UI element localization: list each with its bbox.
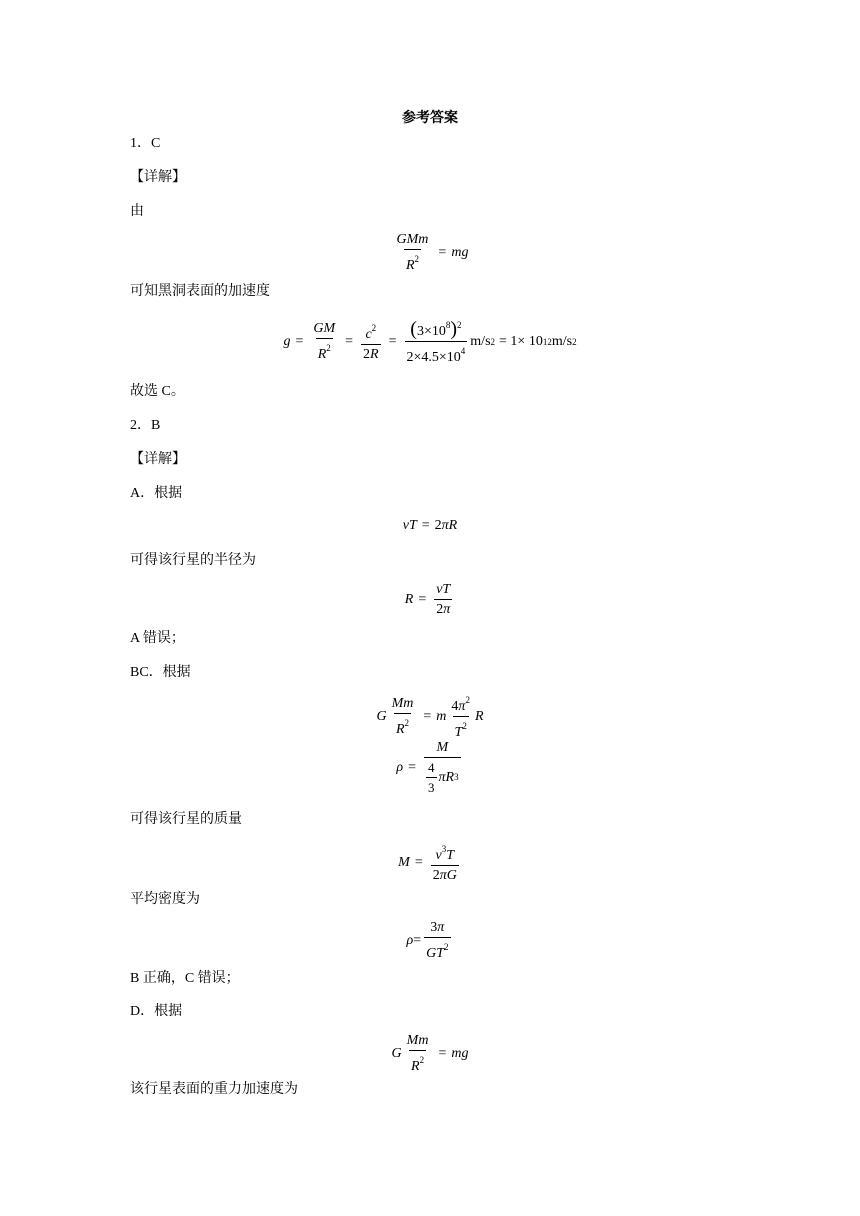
page-title: 参考答案: [402, 111, 458, 126]
q1-detail-heading: 【详解】: [130, 170, 186, 185]
q1-equation-2: g = $\frac{GM}{R^2}$ = $\frac{c^2}{2R}$ = $\frac{(3\times 10^8)^2}{2\times 4.5\times 10^4}$ m/s 2 = 1× 10 12 m/s 2: [283, 318, 577, 365]
q2-gravity-text: 该行星表面的重力加速度为: [130, 1082, 298, 1097]
q2-radius-text: 可得该行星的半径为: [130, 553, 256, 568]
q1-result: = 1× 10: [499, 333, 543, 349]
q1-equation-1: $\frac{\text{GMm}}{R^2}$ = mg: [396, 232, 469, 273]
q2-equation-density-def: ρ = M $\frac{4}{3}$ π R 3: [396, 740, 459, 795]
q2-equation-vt: vT = 2 π R: [402, 518, 458, 533]
q1-result-exponent: 12: [542, 336, 552, 347]
q2-bc-label: BC．根据: [130, 665, 191, 680]
q2-equation-radius: R = $\frac{vT}{2\pi}$: [404, 582, 451, 617]
q2-detail-heading: 【详解】: [130, 452, 186, 467]
q2-bc-verdict: B 正确，C 错误；: [130, 971, 240, 986]
q1-conclusion: 故选 C。: [130, 384, 185, 399]
q2-equation-gravity: G $\frac{Mm}{R^2}$ = m $\frac{4\pi^2}{T^2}$ R: [376, 695, 484, 740]
q1-unit-1: m/s: [470, 333, 491, 349]
q2-a-verdict: A 错误；: [130, 631, 185, 646]
q1-unit-2: m/s: [551, 333, 573, 349]
q2-density-text: 平均密度为: [130, 892, 200, 907]
q1-answer: 1．C: [130, 136, 161, 151]
q2-answer: 2．B: [130, 418, 161, 433]
q2-equation-surface: G $\frac{Mm}{R^2}$ = mg: [391, 1033, 469, 1074]
q1-accel-text: 可知黑洞表面的加速度: [130, 284, 270, 299]
q2-equation-density: ρ = $\frac{3\pi}{GT^2}$: [406, 920, 449, 961]
q1-intro: 由: [130, 204, 144, 219]
q2-a-label: A．根据: [130, 486, 183, 501]
q2-mass-text: 可得该行星的质量: [130, 812, 242, 827]
q2-equation-mass: M = $\frac{v^3T}{2\pi G}$: [398, 844, 457, 883]
q2-d-label: D．根据: [130, 1004, 183, 1019]
